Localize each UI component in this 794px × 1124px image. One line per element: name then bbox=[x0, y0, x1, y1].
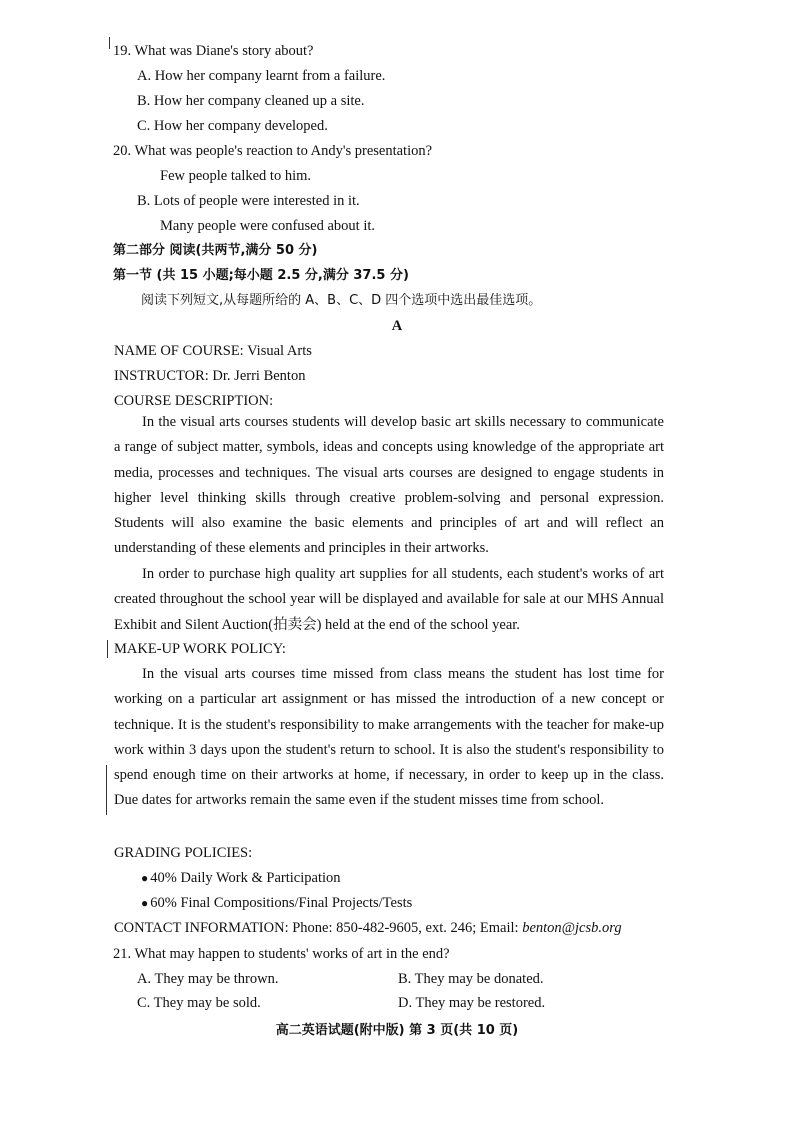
contact-label: CONTACT INFORMATION: bbox=[114, 920, 289, 936]
reading-instruction: 阅读下列短文,从每题所给的 A、B、C、D 四个选项中选出最佳选项。 bbox=[141, 293, 542, 308]
q19-option-b: B. How her company cleaned up a site. bbox=[137, 93, 365, 109]
description-paragraph-2: In order to purchase high quality art supplies for all students, each student's works of art created throughout the school year will be displayed and available for sale at our MHS Annual Exhibit and Silent Auction(拍卖会) held at the end of the school year. bbox=[114, 566, 664, 633]
q20-option-a: Few people talked to him. bbox=[160, 168, 312, 184]
q21-option-a: A. They may be thrown. bbox=[137, 971, 279, 987]
contact-phone: Phone: 850-482-9605, ext. 246; bbox=[292, 920, 477, 936]
q19-option-a: A. How her company learnt from a failure. bbox=[137, 68, 386, 84]
q20-option-b: B. Lots of people were interested in it. bbox=[137, 193, 360, 209]
q19-stem: 19. What was Diane's story about? bbox=[113, 43, 314, 59]
contact-information bbox=[114, 919, 622, 937]
instructor: INSTRUCTOR: Dr. Jerri Benton bbox=[114, 368, 306, 384]
q21-option-c: C. They may be sold. bbox=[137, 995, 261, 1011]
scan-mark bbox=[107, 640, 108, 658]
q21-option-b: B. They may be donated. bbox=[398, 971, 544, 987]
passage-label: A bbox=[391, 318, 403, 334]
q20-option-c: Many people were confused about it. bbox=[160, 218, 376, 234]
part2-heading: 第二部分 阅读(共两节,满分 50 分) bbox=[113, 243, 318, 258]
section1-heading: 第一节 (共 15 小题;每小题 2.5 分,满分 37.5 分) bbox=[113, 268, 409, 283]
page-footer: 高二英语试题(附中版) 第 3 页(共 10 页) bbox=[275, 1023, 519, 1038]
description-paragraph-1: In the visual arts courses students will develop basic art skills necessary to communicate a range of subject matter, symbols, ideas and concepts using knowledge of the appropriate art media, processes and techniques. The visual arts courses are designed to engage students in higher level thinking skills through creative problem-solving and personal expression. Students will also examine the basic elements and principles of art and will reflect an understanding of these elements and principles in their artworks. bbox=[114, 414, 664, 557]
grading-item-final-projects: ● 60% Final Compositions/Final Projects/Tests bbox=[141, 894, 412, 912]
makeup-policy-heading: MAKE-UP WORK POLICY: bbox=[114, 641, 286, 657]
scan-mark bbox=[109, 37, 110, 49]
course-name: NAME OF COURSE: Visual Arts bbox=[114, 343, 312, 359]
makeup-policy-paragraph: In the visual arts courses time missed from class means the student has lost time for working on a particular art assignment or has missed the introduction of a new concept or technique. It is the student's responsibility to make arrangements with the teacher for make-up work within 3 days upon the student's return to school. It is also the student's responsibility to spend enough time on their artworks at home, if necessary, in order to keep up in the class. Due dates for artworks remain the same even if the student misses time from school. bbox=[114, 666, 664, 809]
scan-mark bbox=[106, 765, 107, 815]
contact-email: benton@jcsb.org bbox=[522, 920, 622, 936]
grading-item-daily-work: ● 40% Daily Work & Participation bbox=[141, 869, 341, 887]
grading-policies-heading: GRADING POLICIES: bbox=[114, 845, 253, 861]
q21-stem: 21. What may happen to students' works of art in the end? bbox=[113, 946, 450, 962]
course-description-heading: COURSE DESCRIPTION: bbox=[114, 393, 274, 409]
q21-option-d: D. They may be restored. bbox=[398, 995, 546, 1011]
q20-stem: 20. What was people's reaction to Andy's presentation? bbox=[113, 143, 433, 159]
contact-email-label: Email: bbox=[479, 920, 519, 936]
q19-option-c: C. How her company developed. bbox=[137, 118, 328, 134]
